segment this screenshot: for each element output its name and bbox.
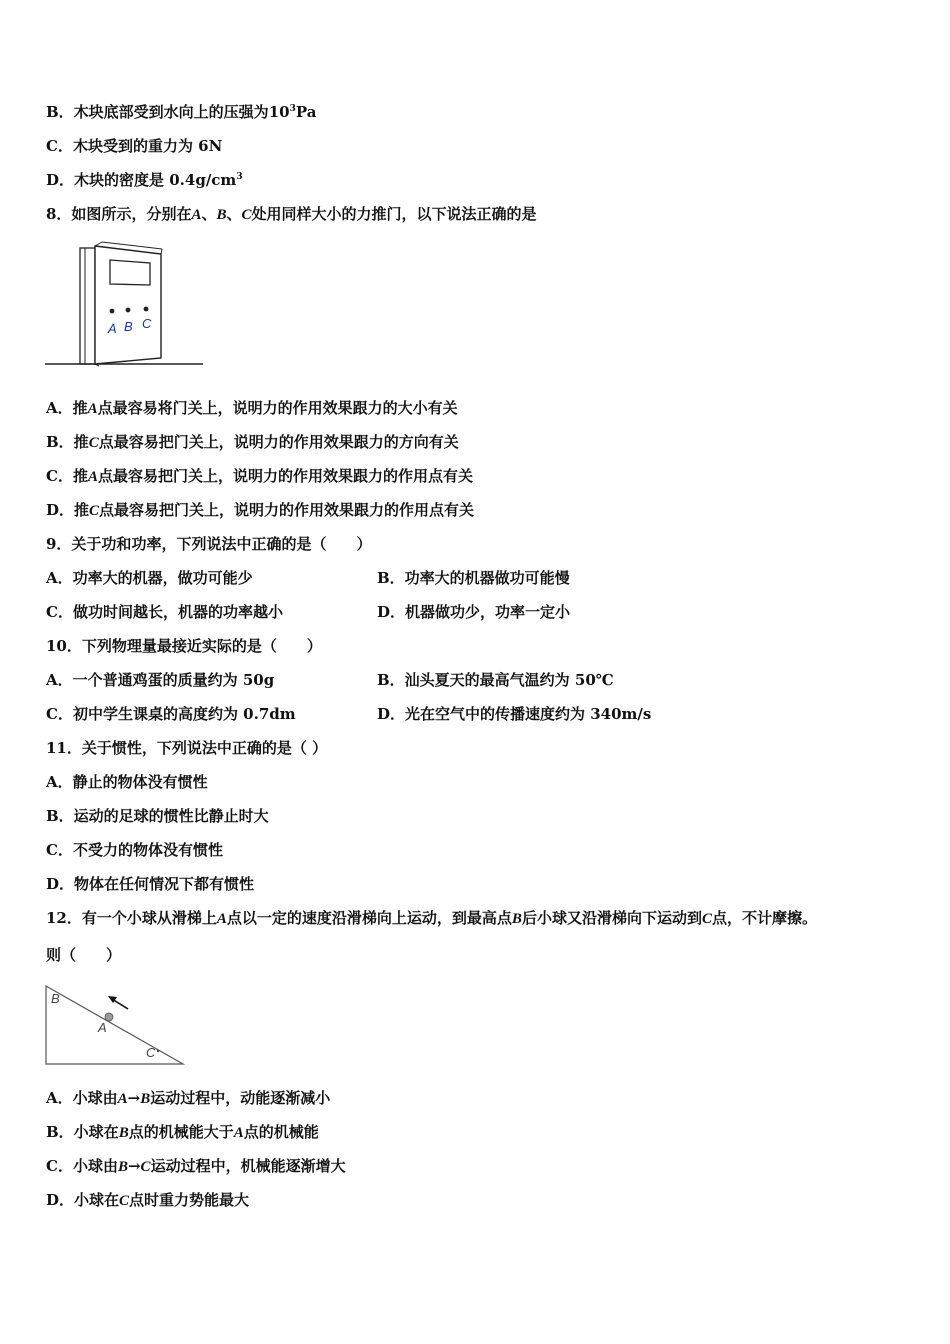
q8-option-d-point: C [89,503,100,519]
q12-option-a [46,1088,330,1109]
q12-stem-line2: 则（ ） [46,946,122,964]
door-label-a: A [108,321,117,336]
q8-option-a [46,398,458,419]
q12-option-d [46,1190,249,1211]
q9-option-a: A．功率大的机器，做功可能少 [46,569,253,587]
q11-option-a: A．静止的物体没有惯性 [46,773,208,791]
q7-option-d-exponent: 3 [236,172,243,182]
door-top-edge [95,242,102,246]
q7-option-b-value: 10 [268,103,290,121]
q10-option-c: C．初中学生课桌的高度约为 0.7dm [46,705,296,723]
q12-option-c-arrow: → [127,1157,141,1175]
q8-option-a-post: 点最容易将门关上，说明力的作用效果跟力的大小有关 [97,399,458,417]
q8-option-b [46,432,459,453]
q8-stem-point-b: B [216,207,227,223]
q12-stem-point-c: C [701,911,712,927]
point-a-dot [110,309,115,314]
q10-option-d: D．光在空气中的传播速度约为 340m/s [377,705,652,723]
q12-option-c-pre: C．小球由 [46,1157,118,1175]
door-label-b: B [124,319,133,334]
q12-stem-point-a: A [216,911,227,927]
q12-option-b [46,1122,319,1143]
q8-option-c-post: 点最容易把门关上，说明力的作用效果跟力的作用点有关 [97,467,473,485]
q12-option-a-post: 运动过程中，动能逐渐减小 [150,1089,331,1107]
q8-stem-point-c: C [241,207,252,223]
q12-option-a-arrow: → [127,1089,141,1107]
door-figure [44,240,206,368]
q8-option-d-post: 点最容易把门关上，说明力的作用效果跟力的作用点有关 [99,501,475,519]
q8-option-b-point: C [88,435,99,451]
point-c-dot [157,1050,159,1052]
q12-option-d-post: 点时重力势能最大 [129,1191,250,1209]
q9-stem: 9．关于功和功率，下列说法中正确的是（ ） [46,535,372,553]
q12-option-a-p1: A [117,1091,128,1107]
q7-option-b [46,102,316,122]
q8-option-b-pre: B．推 [46,433,89,451]
q12-option-d-pre: D．小球在 [46,1191,120,1209]
q8-option-a-pre: A．推 [46,399,88,417]
door-window [110,260,150,285]
q12-option-b-p1: B [118,1125,129,1141]
q8-option-d [46,500,474,521]
q12-option-a-pre: A．小球由 [46,1089,118,1107]
door-frame [80,248,95,364]
q12-stem [46,908,817,929]
point-b-dot [126,308,131,313]
slide-label-c: C [146,1045,156,1060]
point-c-dot [144,307,149,312]
q7-option-b-unit: Pa [295,103,317,121]
q11-option-b: B．运动的足球的惯性比静止时大 [46,807,269,825]
q9-option-c: C．做功时间越长，机器的功率越小 [46,603,283,621]
q8-option-b-post: 点最容易把门关上，说明力的作用效果跟力的方向有关 [98,433,459,451]
q7-option-c: C．木块受到的重力为 6N [46,137,223,155]
slide-label-b: B [51,991,60,1006]
q11-option-d: D．物体在任何情况下都有惯性 [46,875,255,893]
q12-stem-point-b: B [511,911,522,927]
q12-option-b-mid: 点的机械能大于 [128,1123,234,1141]
slide-label-a: A [98,1020,107,1035]
q9-option-d: D．机器做功少，功率一定小 [377,603,571,621]
slide-figure [44,984,188,1068]
q8-stem-part1: 8．如图所示，分别在 [46,205,192,223]
q10-option-b: B．汕头夏天的最高气温约为 50℃ [377,671,614,689]
q11-stem: 11．关于惯性，下列说法中正确的是（ ） [46,739,328,757]
q10-option-a: A．一个普通鸡蛋的质量约为 50g [46,671,275,689]
q8-option-d-pre: D．推 [46,501,90,519]
q10-stem: 10．下列物理量最接近实际的是（ ） [46,637,322,655]
q12-option-b-pre: B．小球在 [46,1123,119,1141]
q8-option-a-point: A [87,401,98,417]
door-corner [161,249,162,254]
q8-stem-sep1: 、 [201,205,217,223]
q12-option-b-post: 点的机械能 [243,1123,319,1141]
q12-option-c-p2: C [140,1159,151,1175]
q12-stem-part2: 点以一定的速度沿滑梯向上运动，到最高点 [226,909,512,927]
q8-option-c [46,466,473,487]
q8-option-c-pre: C．推 [46,467,88,485]
q7-option-d [46,170,243,190]
q12-option-c-p1: B [117,1159,128,1175]
q7-option-b-exponent: 3 [289,104,296,114]
q7-option-b-text: B．木块底部受到水向上的压强为 [46,103,269,121]
q8-stem-part2: 处用同样大小的力推门，以下说法正确的是 [251,205,537,223]
q8-stem-sep2: 、 [226,205,242,223]
q12-option-d-p1: C [119,1193,130,1209]
q8-stem [46,204,537,225]
q12-option-b-p2: A [233,1125,244,1141]
q8-option-c-point: A [87,469,98,485]
q7-option-d-text: D．木块的密度是 0.4g/cm [46,171,237,189]
q9-option-b: B．功率大的机器做功可能慢 [377,569,570,587]
q12-stem-part1: 12．有一个小球从滑梯上 [46,909,217,927]
q12-option-a-p2: B [140,1091,151,1107]
q8-stem-point-a: A [191,207,202,223]
q12-stem-part4: 点，不计摩擦。 [711,909,817,927]
q12-stem-part3: 后小球又沿滑梯向下运动到 [521,909,702,927]
q12-option-c [46,1156,346,1177]
q12-option-c-post: 运动过程中，机械能逐渐增大 [150,1157,346,1175]
q11-option-c: C．不受力的物体没有惯性 [46,841,223,859]
door-label-c: C [142,316,152,331]
